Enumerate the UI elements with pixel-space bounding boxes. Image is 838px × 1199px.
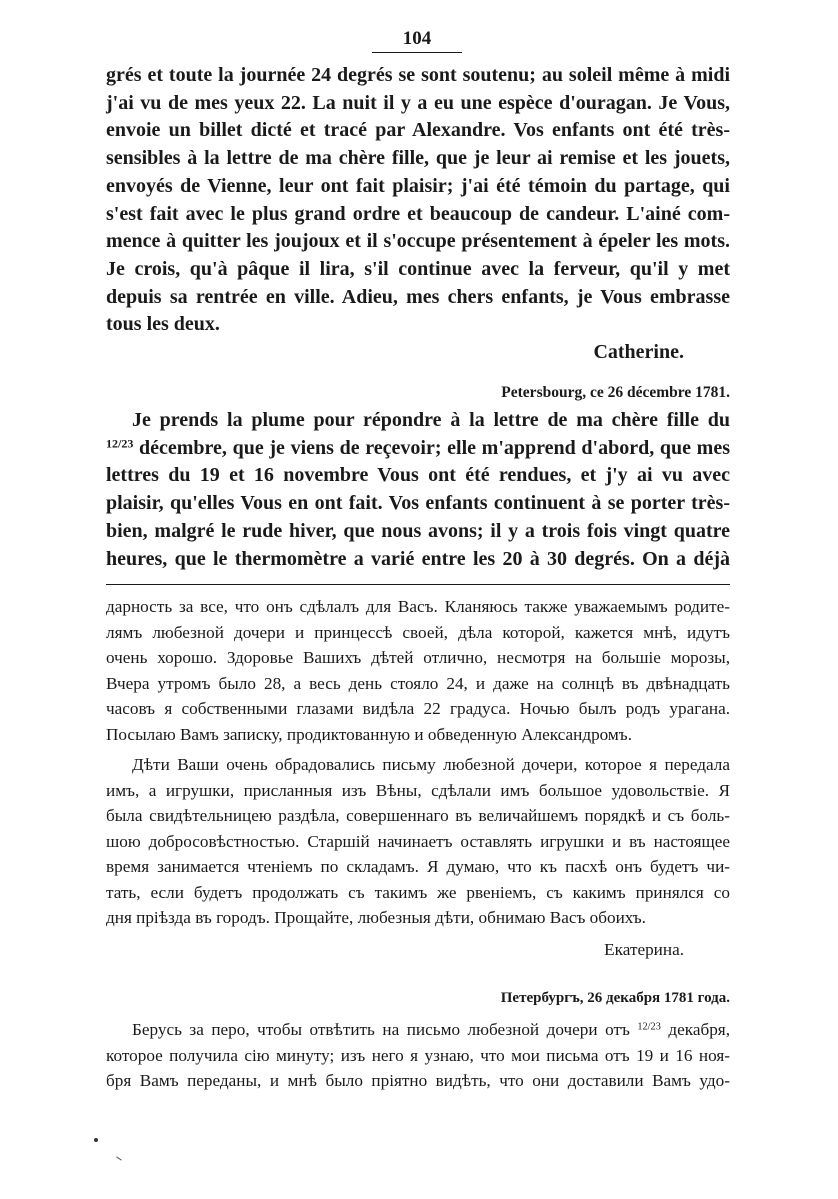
text-line: Вчера утромъ было 28, а весь день стояло 24, и даже на солнцѣ въ двѣнадцать — [106, 673, 730, 693]
text-line: имъ, а игрушки, присланныя изъ Вѣны, сдѣлали имъ большое удовольствіе. Я — [106, 780, 730, 800]
text-line: была свидѣтельницею раздѣла, совершеннаго въ величайшемъ порядкѣ и съ боль- — [106, 806, 730, 825]
text-line: envoyés de Vienne, leur ont fait plaisir; j'ai été témoin du partage, qui — [106, 174, 730, 197]
text-line: mence à quitter les joujoux et il s'occupe présentement à épeler les mots. — [106, 230, 730, 253]
text-line: дарность за все, что онъ сдѣлалъ для Васъ. Кланяюсь также уважаемымъ родите- — [106, 597, 730, 616]
text-line: heures, que le thermomètre a varié entre les 20 à 30 degrés. On a déjà — [106, 547, 730, 570]
text-line: Je prends la plume pour répondre à la lettre de ma chère fille du — [132, 409, 730, 431]
page-number: 104 — [402, 28, 432, 49]
fraction-numerator: 12 — [637, 1021, 648, 1033]
text-line: sensibles à la lettre de ma chère fille, que je leur ai remise et les jouets, — [106, 147, 730, 170]
text-line: лямъ любезной дочери и принцессѣ своей, дѣла которой, кажется мнѣ, идутъ — [106, 622, 730, 642]
text-line: tous les deux. — [106, 313, 220, 336]
signature-catherine: Catherine. — [593, 341, 684, 364]
french-paragraph-2 — [106, 407, 730, 573]
scan-speck — [94, 1138, 98, 1142]
fraction-numerator: 12 — [106, 436, 118, 451]
text-line: grés et toute la journée 24 degrés se sont soutenu; au soleil même à midi — [106, 64, 730, 86]
date-fraction — [106, 436, 133, 450]
fraction-slash: / — [647, 1021, 651, 1033]
french-paragraph-1 — [106, 62, 730, 367]
text-run: Берусь за перо, чтобы отвѣтить на письмо любезной дочери отъ — [132, 1020, 638, 1039]
fraction-denominator: 23 — [650, 1021, 661, 1033]
russian-paragraph-1 — [106, 594, 730, 747]
date-fraction — [637, 1021, 661, 1032]
french-dateline: Petersbourg, ce 26 décembre 1781. — [501, 384, 730, 401]
text-line: дня пріѣзда въ городъ. Прощайте, любезныя дѣти, обнимаю Васъ обоихъ. — [106, 908, 646, 927]
russian-paragraph-3 — [106, 1017, 730, 1094]
text-line: шою добросовѣстностью. Старшій начинаетъ оставлять игрушки и въ настоящее — [106, 831, 730, 851]
text-run: декабря, — [660, 1020, 730, 1039]
russian-dateline: Петербургъ, 26 декабря 1781 года. — [500, 990, 730, 1006]
russian-paragraph-2 — [106, 752, 730, 962]
text-line: lettres du 19 et 16 novembre Vous ont été rendues, et j'y ai vu avec — [106, 464, 730, 487]
fraction-slash: / — [118, 436, 122, 451]
text-line: бря Вамъ переданы, и мнѣ было пріятно видѣть, что они доставили Вамъ удо- — [106, 1071, 730, 1090]
text-line: Je crois, qu'à pâque il lira, s'il continue avec la ferveur, qu'il y met — [106, 257, 730, 280]
page-number-rule — [372, 52, 462, 53]
text-line: j'ai vu de mes yeux 22. La nuit il y a eu une espèce d'ouragan. Je Vous, — [106, 91, 730, 114]
text-line: s'est fait avec le plus grand ordre et beaucoup de candeur. L'ainé com- — [106, 202, 730, 225]
text-line: depuis sa rentrée en ville. Adieu, mes chers enfants, je Vous embrasse — [106, 285, 730, 308]
text-line: которое получила сію минуту; изъ него я узнаю, что мои письма отъ 19 и 16 ноя- — [106, 1045, 730, 1065]
text-line — [106, 435, 730, 463]
footnote-separator — [106, 584, 730, 585]
text-line: Посылаю Вамъ записку, продиктованную и обведенную Александромъ. — [106, 724, 632, 744]
fraction-denominator: 23 — [121, 436, 134, 451]
scan-mark — [116, 1156, 121, 1160]
text-line: plaisir, qu'elles Vous en ont fait. Vos enfants continuent à se porter très- — [106, 492, 730, 515]
text-line: очень хорошо. Здоровье Вашихъ дѣтей отлично, несмотря на большіе морозы, — [106, 648, 730, 667]
text-line: Дѣти Ваши очень обрадовались письму любезной дочери, которое я передала — [132, 755, 730, 774]
text-run: décembre, que je viens de reçevoir; elle m'apprend d'abord, que mes — [133, 436, 730, 459]
text-line: время занимается чтеніемъ по складамъ. Я думаю, что къ пасхѣ онъ будетъ чи- — [106, 857, 730, 876]
text-line: часовъ я собственными глазами видѣла 22 градуса. Ночью былъ родъ урагана. — [106, 699, 730, 718]
text-line: bien, malgré le rude hiver, que nous avons; il y a trois fois vingt quatre — [106, 519, 730, 542]
text-line: тать, если будетъ продолжать съ такимъ же рвеніемъ, съ какимъ принялся со — [106, 882, 730, 902]
signature-ekaterina: Екатерина. — [604, 939, 684, 959]
text-line: envoie un billet dicté et tracé par Alexandre. Vos enfants ont été très- — [106, 119, 730, 142]
text-line — [106, 1017, 730, 1043]
